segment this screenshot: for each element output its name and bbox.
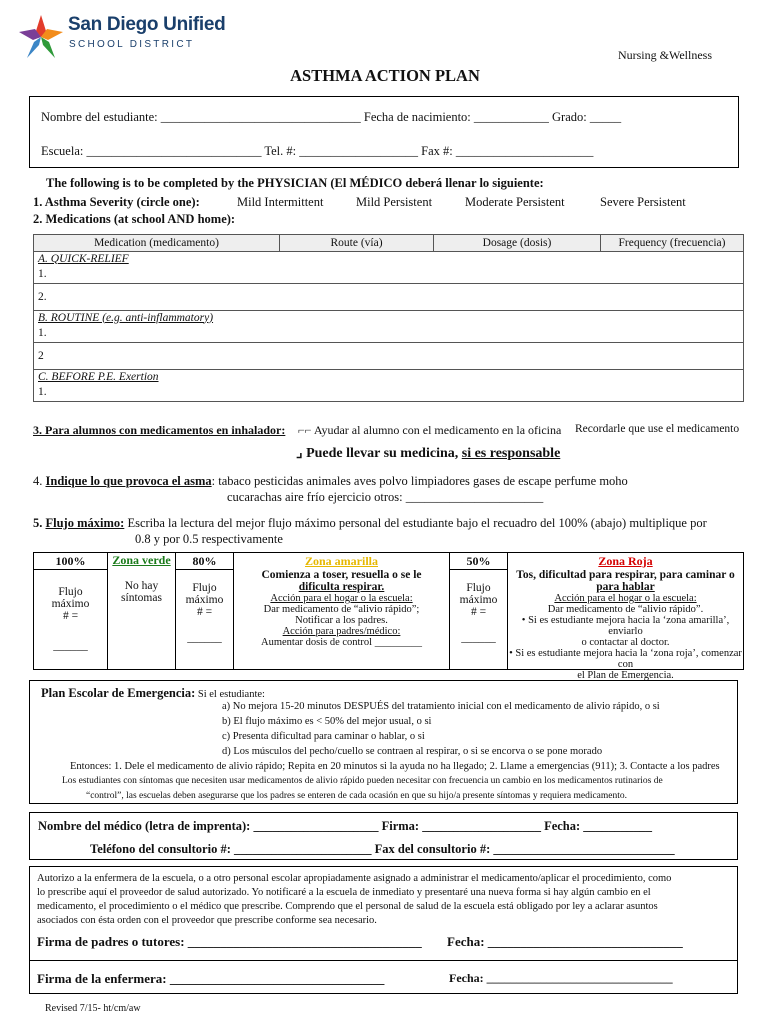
checkbox-icon[interactable]: ⌟	[296, 446, 307, 461]
divider	[30, 960, 737, 961]
severity-option-mild-intermittent[interactable]: Mild Intermittent	[237, 195, 324, 209]
before-pe-heading: C. BEFORE P.E. Exertion	[38, 370, 159, 383]
zone-red-col: Zona Roja Tos, dificultad para respirar, para caminar o para hablar Acción para el hogar o la escuela: Dar medicamento de “alivio rápido”. • Si es estudiante mejora hacia la ‘zona amarilla’, enviarlo o contactar al doctor. • Si es estudiante mejora hacia la ‘zona roja’, comenzar con el Plan de Emergencia.	[509, 554, 742, 681]
emergency-heading: Plan Escolar de Emergencia: Si el estudiante:	[41, 686, 265, 700]
zone-50-input[interactable]: ______	[461, 632, 496, 644]
revision-note: Revised 7/15- ht/cm/aw	[45, 1003, 141, 1014]
table-row[interactable]: 2.	[34, 284, 744, 311]
peakflow-line-2: 0.8 y por 0.5 respectivamente	[135, 532, 283, 546]
student-line-2[interactable]: Escuela: ____________________________ Tel. #: ___________________ Fax #: ______________________	[41, 144, 594, 158]
parent-date[interactable]: Fecha: ______________________________	[447, 934, 683, 949]
authorization-box	[29, 866, 738, 994]
inhaler-label: 3. Para alumnos con medicamentos en inhalador:	[33, 423, 286, 437]
nurse-date[interactable]: Fecha: _______________________________	[449, 971, 673, 985]
checkbox-icon[interactable]: ⌐⌐	[298, 423, 314, 437]
severity-option-moderate-persistent[interactable]: Moderate Persistent	[465, 195, 565, 209]
inhaler-option-remind[interactable]: Recordarle que use el medicamento	[575, 423, 740, 435]
zone-50-col: 50% Flujo máximo # = ______	[450, 553, 508, 669]
zone-green-col: Zona verde No hay síntomas	[108, 553, 176, 669]
auth-text-4: asociados con ésta orden con el proveedor que prescribe conforme sea necesario.	[37, 915, 377, 926]
quick-relief-heading: A. QUICK-RELIEF	[38, 252, 129, 265]
table-row[interactable]: 1.	[34, 324, 744, 343]
red-zone-title: Zona Roja	[598, 554, 653, 568]
student-line-1[interactable]: Nombre del estudiante: ________________________________ Fecha de nacimiento: ____________ Grado: _____	[41, 110, 622, 124]
zones-table	[33, 552, 744, 681]
physician-intro: The following is to be completed by the PHYSICIAN (El MÉDICO deberá llenar lo siguiente:	[46, 176, 544, 190]
emergency-then: Entonces: 1. Dele el medicamento de alivio rápido; Repita en 20 minutos si la ayuda no ha llegado; 2. Llame a emergencias (911); 3. Contacte a los padres	[70, 761, 720, 772]
emergency-c: c) Presenta dificultad para caminar o hablar, o si	[222, 731, 425, 742]
medication-table	[33, 234, 744, 402]
peakflow-label: Flujo máximo:	[45, 516, 125, 530]
col-route: Route (vía)	[280, 235, 434, 252]
zone-100-input[interactable]: ______	[53, 640, 88, 652]
parent-signature[interactable]: Firma de padres o tutores: ____________________________________	[37, 934, 422, 949]
emergency-d: d) Los músculos del pecho/cuello se contraen al respirar, o si se encorva o se pone morado	[222, 746, 603, 757]
org-title: San Diego Unified	[68, 14, 226, 35]
col-medication: Medication (medicamento)	[34, 235, 280, 252]
zone-80-input[interactable]: ______	[187, 632, 222, 644]
emergency-note-1: Los estudiantes con síntomas que necesiten usar medicamentos de alivio rápido pueden necesitar con frecuencia un cambio en los medicamentos rutinarios de	[62, 776, 663, 786]
star-logo-icon	[18, 14, 64, 60]
department-label: Nursing &Wellness	[617, 48, 712, 62]
routine-heading: B. ROUTINE (e.g. anti-inflammatory)	[38, 311, 214, 324]
district-logo	[18, 12, 248, 62]
emergency-b: b) El flujo máximo es < 50% del mejor usual, o si	[222, 716, 432, 727]
auth-text-1: Autorizo a la enfermera de la escuela, o a otro personal escolar apropiadamente asignado a administrar el medicamento/aplicar el procedimiento, como	[37, 873, 672, 884]
emergency-note-2: “control”, las escuelas deben asegurarse que los padres se enteren de cada ocasión en que su hijo/a presente síntomas y requiera medicamento.	[86, 791, 628, 801]
severity-label: 1. Asthma Severity (circle one):	[33, 195, 200, 209]
student-info-box	[29, 96, 739, 168]
emergency-a: a) No mejora 15-20 minutos DESPUÉS del tratamiento inicial con el medicamento de alivio rápido, o si	[222, 701, 660, 712]
yellow-zone-title: Zona amarilla	[304, 554, 378, 568]
page-title: ASTHMA ACTION PLAN	[290, 66, 480, 85]
nurse-signature[interactable]: Firma de la enfermera: _________________________________	[37, 971, 385, 986]
table-row[interactable]: 1.	[34, 383, 744, 402]
severity-option-mild-persistent[interactable]: Mild Persistent	[356, 195, 433, 209]
col-dosage: Dosage (dosis)	[434, 235, 601, 252]
doctor-signature-box	[29, 812, 738, 860]
zone-100-col: 100% Flujo máximo # = ______	[34, 553, 108, 669]
org-subtitle: SCHOOL DISTRICT	[69, 39, 195, 50]
triggers-label: Indique lo que provoca el asma	[45, 474, 212, 488]
zone-80-col: 80% Flujo máximo # = ______	[176, 553, 234, 669]
table-row[interactable]: 2	[34, 343, 744, 370]
doctor-line-2[interactable]: Teléfono del consultorio #: ______________________ Fax del consultorio #: _____________________________	[90, 842, 675, 856]
severity-option-severe-persistent[interactable]: Severe Persistent	[600, 195, 686, 209]
medications-label: 2. Medications (at school AND home):	[33, 212, 236, 226]
table-row[interactable]: 1.	[34, 265, 744, 284]
auth-text-3: medicamento, el procedimiento o el médico que prescribe. Comprendo que el personal de salud de la escuela está obligado por ley a aclarar asuntos	[37, 901, 658, 912]
peakflow-line-1: 5. Flujo máximo: Escriba la lectura del mejor flujo máximo personal del estudiante bajo el recuadro del 100% (abajo) multiplique por	[33, 516, 707, 530]
triggers-line-1: 4. Indique lo que provoca el asma: tabaco pesticidas animales aves polvo limpiadores gases de escape perfume moho	[33, 474, 628, 488]
zone-yellow-col: Zona amarilla Comienza a toser, resuella o se le dificulta respirar. Acción para el hogar o la escuela: Dar medicamento de “alivio rápido”; Notificar a los padres. Acción para padres/médico: Aumentar dosis de control _________	[234, 553, 450, 669]
triggers-line-2[interactable]: cucarachas aire frío ejercicio otros: ______________________	[227, 490, 544, 504]
inhaler-option-office[interactable]: ⌐⌐ Ayudar al alumno con el medicamento en la oficina	[298, 423, 562, 437]
green-zone-title: Zona verde	[112, 553, 171, 567]
auth-text-2: lo prescribe aquí el proveedor de salud autorizado. Yo notificaré a la escuela de inmediato y presentaré una nueva forma si hay algún cambio en el	[37, 887, 651, 898]
emergency-plan-box	[29, 680, 738, 804]
doctor-line-1[interactable]: Nombre del médico (letra de imprenta): ____________________ Firma: ___________________ Fecha: ___________	[38, 819, 653, 833]
col-frequency: Frequency (frecuencia)	[601, 235, 744, 252]
inhaler-option-carry[interactable]: ⌟ Puede llevar su medicina, si es responsable	[296, 446, 561, 461]
